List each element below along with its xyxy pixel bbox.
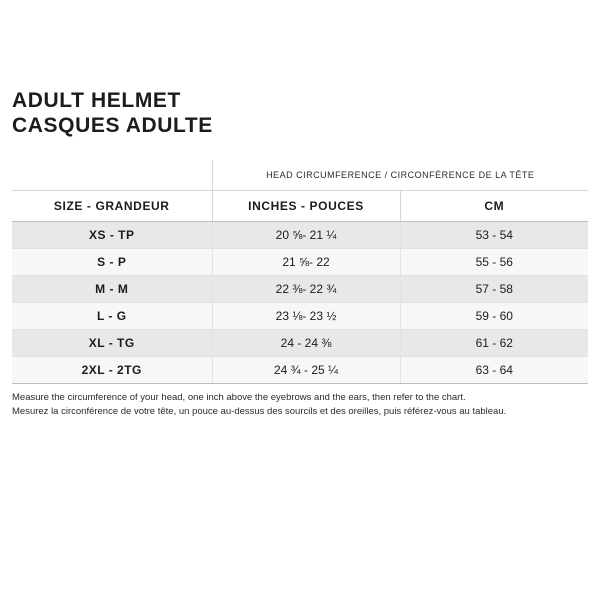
page-title-english: ADULT HELMET (12, 89, 181, 112)
table-row (12, 330, 588, 357)
cell-cm: 59 - 60 (400, 303, 588, 330)
cell-inches: 20 ⅝- 21 ¼ (212, 222, 400, 249)
cell-size: 2XL - 2TG (12, 357, 212, 384)
table-header (12, 160, 588, 222)
table-row (12, 222, 588, 249)
cell-cm: 55 - 56 (400, 249, 588, 276)
table-row (12, 276, 588, 303)
column-header-size: SIZE - GRANDEUR (12, 191, 212, 222)
table-group-header-row (12, 160, 588, 191)
cell-size: XL - TG (12, 330, 212, 357)
cell-cm: 57 - 58 (400, 276, 588, 303)
cell-size: L - G (12, 303, 212, 330)
cell-inches: 23 ⅛- 23 ½ (212, 303, 400, 330)
column-header-cm: CM (400, 191, 588, 222)
size-chart-table (12, 160, 588, 384)
cell-inches: 24 ¾ - 25 ¼ (212, 357, 400, 384)
group-header-spacer (12, 160, 212, 191)
cell-size: S - P (12, 249, 212, 276)
table-row (12, 303, 588, 330)
cell-size: XS - TP (12, 222, 212, 249)
cell-inches: 21 ⅝- 22 (212, 249, 400, 276)
table-row (12, 357, 588, 384)
title-block (12, 0, 588, 138)
cell-cm: 61 - 62 (400, 330, 588, 357)
measurement-note-english: Measure the circumference of your head, one inch above the eyebrows and the ears, then refer to the chart. (12, 392, 466, 403)
cell-cm: 63 - 64 (400, 357, 588, 384)
table-body (12, 222, 588, 384)
table-row (12, 249, 588, 276)
table-column-header-row (12, 191, 588, 222)
measurement-note-french: Mesurez la circonférence de votre tête, un pouce au-dessus des sourcils et des oreilles, puis référez-vous au tableau. (12, 405, 507, 417)
cell-inches: 22 ⅜- 22 ¾ (212, 276, 400, 303)
cell-inches: 24 - 24 ⅜ (212, 330, 400, 357)
column-header-inches: INCHES - POUCES (212, 191, 400, 222)
cell-cm: 53 - 54 (400, 222, 588, 249)
cell-size: M - M (12, 276, 212, 303)
group-header-circumference: HEAD CIRCUMFERENCE / CIRCONFÉRENCE DE LA TÊTE (212, 160, 588, 191)
page-title-french: CASQUES ADULTE (12, 114, 213, 137)
